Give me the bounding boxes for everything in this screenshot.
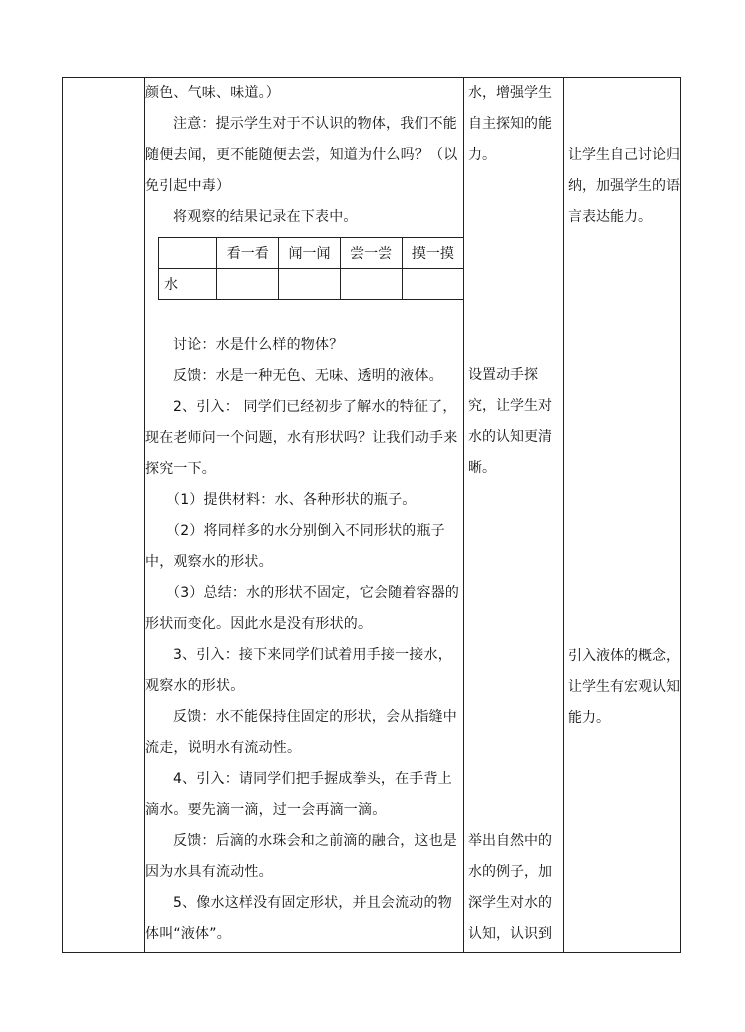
paragraph: 4、引入：请同学们把手握成拳头，在手背上滴水。要先滴一滴，过一会再滴一滴。 xyxy=(145,771,452,818)
table-cell xyxy=(340,269,402,300)
teaching-process-column xyxy=(145,78,461,950)
table-row xyxy=(159,269,464,300)
column-divider xyxy=(563,78,564,952)
paragraph: （3）总结：水的形状不固定，它会随着容器的形状而变化。因此水是没有形状的。 xyxy=(145,585,460,632)
note-text: 设置动手探究，让学生对水的认知更清晰。 xyxy=(468,367,552,476)
paragraph: 颜色、气味、味道。） xyxy=(145,85,280,101)
table-cell xyxy=(279,269,340,300)
paragraph: 反馈：后滴的水珠会和之前滴的融合，这也是因为水具有流动性。 xyxy=(145,833,457,880)
lesson-table xyxy=(62,77,681,953)
table-header-cell: 看一看 xyxy=(217,238,279,269)
column-divider xyxy=(463,78,464,952)
paragraph: 2、引入： 同学们已经初步了解水的特征了，现在老师问一个问题，水有形状吗？让我们动手来探究一下。 xyxy=(145,399,458,477)
paragraph: 讨论：水是什么样的物体？ xyxy=(173,337,344,353)
paragraph: 注意：提示学生对于不认识的物体，我们不能随便去闻，更不能随便去尝，知道为什么吗？（以免引起中毒） xyxy=(145,116,458,194)
note-text: 举出自然中的水的例子，加深学生对水的认知，认识到 xyxy=(468,833,552,942)
paragraph: （2）将同样多的水分别倒入不同形状的瓶子中，观察水的形状。 xyxy=(145,523,445,570)
table-header-cell: 尝一尝 xyxy=(340,238,402,269)
goal-text: 引入液体的概念，让学生有宏观认知能力。 xyxy=(568,648,680,726)
note-text: 水，增强学生自主探知的能力。 xyxy=(468,85,552,163)
paragraph: 3、引入：接下来同学们试着用手接一接水，观察水的形状。 xyxy=(145,647,452,694)
table-row-label: 水 xyxy=(159,269,217,300)
goal-text: 让学生自己讨论归纳，加强学生的语言表达能力。 xyxy=(568,147,680,225)
table-header-cell: 闻一闻 xyxy=(279,238,340,269)
paragraph: 反馈：水不能保持住固定的形状，会从指缝中流走，说明水有流动性。 xyxy=(145,709,457,756)
table-header-cell: 摸一摸 xyxy=(402,238,463,269)
paragraph: 将观察的结果记录在下表中。 xyxy=(173,209,358,225)
table-header-row xyxy=(159,238,464,269)
paragraph: （1）提供材料：水、各种形状的瓶子。 xyxy=(166,492,417,508)
table-header-cell xyxy=(159,238,217,269)
table-cell xyxy=(402,269,463,300)
paragraph: 反馈：水是一种无色、无味、透明的液体。 xyxy=(173,368,443,384)
observation-table xyxy=(158,237,464,300)
paragraph: 5、像水这样没有固定形状，并且会流动的物体叫“液体”。 xyxy=(145,895,452,942)
table-cell xyxy=(217,269,279,300)
